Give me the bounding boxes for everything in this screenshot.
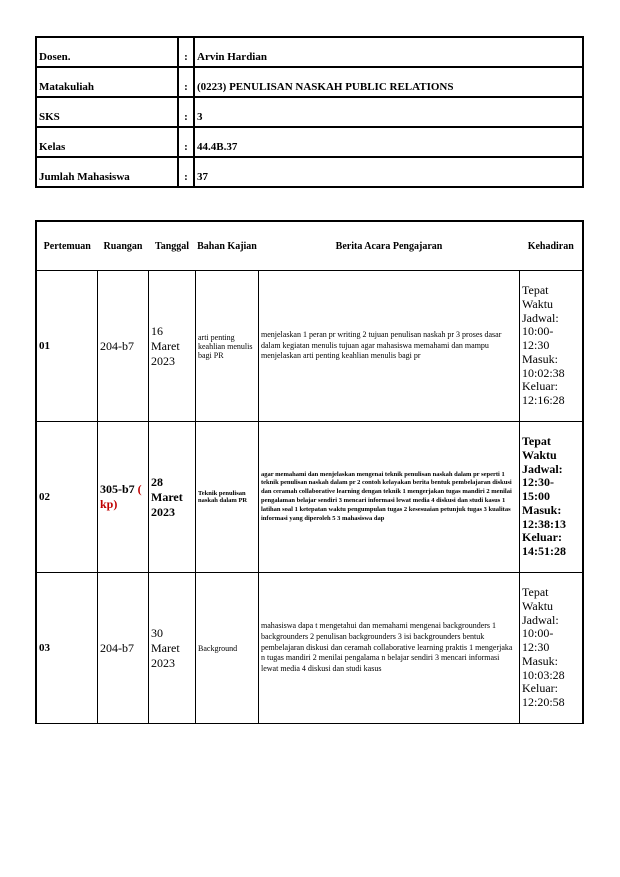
course-info-table — [35, 36, 584, 188]
attendance-in: Masuk: 12:38:13 — [522, 502, 566, 531]
table-row — [36, 573, 583, 724]
info-row-kelas — [36, 127, 583, 157]
info-value: (0223) PENULISAN NASKAH PUBLIC RELATIONS — [194, 67, 583, 97]
info-row-jumlah — [36, 157, 583, 187]
attendance-in: Masuk: 10:03:28 — [522, 653, 565, 682]
header-kehadiran: Kehadiran — [520, 221, 584, 271]
table-row — [36, 271, 583, 422]
meeting-number: 02 — [36, 422, 98, 573]
header-berita-acara: Berita Acara Pengajaran — [259, 221, 520, 271]
header-pertemuan: Pertemuan — [36, 221, 98, 271]
attendance-cell — [520, 573, 584, 724]
table-header-row — [36, 221, 583, 271]
date-cell: 16 Maret 2023 — [149, 271, 196, 422]
info-key: Dosen. — [36, 37, 178, 67]
attendance-in: Masuk: 10:02:38 — [522, 351, 565, 380]
topic-cell: arti penting keahlian menulis bagi PR — [196, 271, 259, 422]
info-row-matakuliah — [36, 67, 583, 97]
attendance-schedule: Jadwal: 10:00-12:30 — [522, 612, 559, 655]
description-cell: menjelaskan 1 peran pr writing 2 tujuan penulisan naskah pr 3 proses dasar dalam kegiatan menulis tujuan agar mahasiswa memahami dan mampu menjelaskan arti penting keahlian menulis bagi pr — [259, 271, 520, 422]
attendance-cell — [520, 422, 584, 573]
attendance-out: Keluar: 12:20:58 — [522, 681, 565, 710]
info-key: SKS — [36, 97, 178, 127]
room-cell — [98, 573, 149, 724]
topic-cell: Teknik penulisan naskah dalam PR — [196, 422, 259, 573]
room-note: ( kp) — [100, 482, 142, 511]
meeting-number: 01 — [36, 271, 98, 422]
room-cell — [98, 422, 149, 573]
info-value: 37 — [194, 157, 583, 187]
info-key: Matakuliah — [36, 67, 178, 97]
attendance-out: Keluar: 12:16:28 — [522, 379, 565, 408]
topic-cell: Background — [196, 573, 259, 724]
header-tanggal: Tanggal — [149, 221, 196, 271]
date-cell: 30 Maret 2023 — [149, 573, 196, 724]
info-colon: : — [178, 157, 194, 187]
info-colon: : — [178, 67, 194, 97]
header-ruangan: Ruangan — [98, 221, 149, 271]
attendance-status: Tepat Waktu — [522, 584, 554, 613]
description-cell: mahasiswa dapa t mengetahui dan memahami mengenai backgrounders 1 backgrounders 2 penulisan backgrounders 3 isi backgrounders bentuk pembelajaran diskusi dan ceramah collaborative learning praktis 1 mengerjaka n tugas mandiri 2 menilai pengalama n belajar sendiri 3 mencari informasi lewat media 4 diskusi dan studi kasus — [259, 573, 520, 724]
info-colon: : — [178, 97, 194, 127]
attendance-status: Tepat Waktu — [522, 433, 557, 462]
teaching-log-table — [35, 220, 584, 724]
meeting-number: 03 — [36, 573, 98, 724]
info-value: 3 — [194, 97, 583, 127]
info-row-sks — [36, 97, 583, 127]
table-row — [36, 422, 583, 573]
room-code: 204-b7 — [100, 640, 134, 655]
attendance-schedule: Jadwal: 10:00-12:30 — [522, 310, 559, 353]
attendance-status: Tepat Waktu — [522, 282, 554, 311]
room-code: 305-b7 — [100, 482, 135, 496]
info-key: Kelas — [36, 127, 178, 157]
attendance-out: Keluar: 14:51:28 — [522, 530, 566, 559]
description-cell: agar memahami dan menjelaskan mengenai teknik penulisan naskah dalam pr seperti 1 teknik penulisan naskah dalam pr 2 contoh kelayakan berita bentuk pembelajaran diskusi dan ceramah collaborative learning dengan teknik 1 mengerjakan tugas mandiri 2 menilai pengalaman belajar sendiri 3 mencari informasi lewat media 4 diskusi dan studi kasus 1 latihan soal 1 ketepatan waktu pengumpulan tugas 2 kesesuaian petunjuk tugas 3 kualitas informasi yang diperoleh 5 3 mahasiswa dap — [259, 422, 520, 573]
info-value: Arvin Hardian — [194, 37, 583, 67]
info-colon: : — [178, 127, 194, 157]
room-code: 204-b7 — [100, 338, 134, 353]
header-bahan-kajian: Bahan Kajian — [196, 221, 259, 271]
info-colon: : — [178, 37, 194, 67]
info-key: Jumlah Mahasiswa — [36, 157, 178, 187]
info-value: 44.4B.37 — [194, 127, 583, 157]
info-row-dosen — [36, 37, 583, 67]
attendance-schedule: Jadwal: 12:30-15:00 — [522, 461, 563, 504]
attendance-cell — [520, 271, 584, 422]
date-cell: 28 Maret 2023 — [149, 422, 196, 573]
room-cell — [98, 271, 149, 422]
